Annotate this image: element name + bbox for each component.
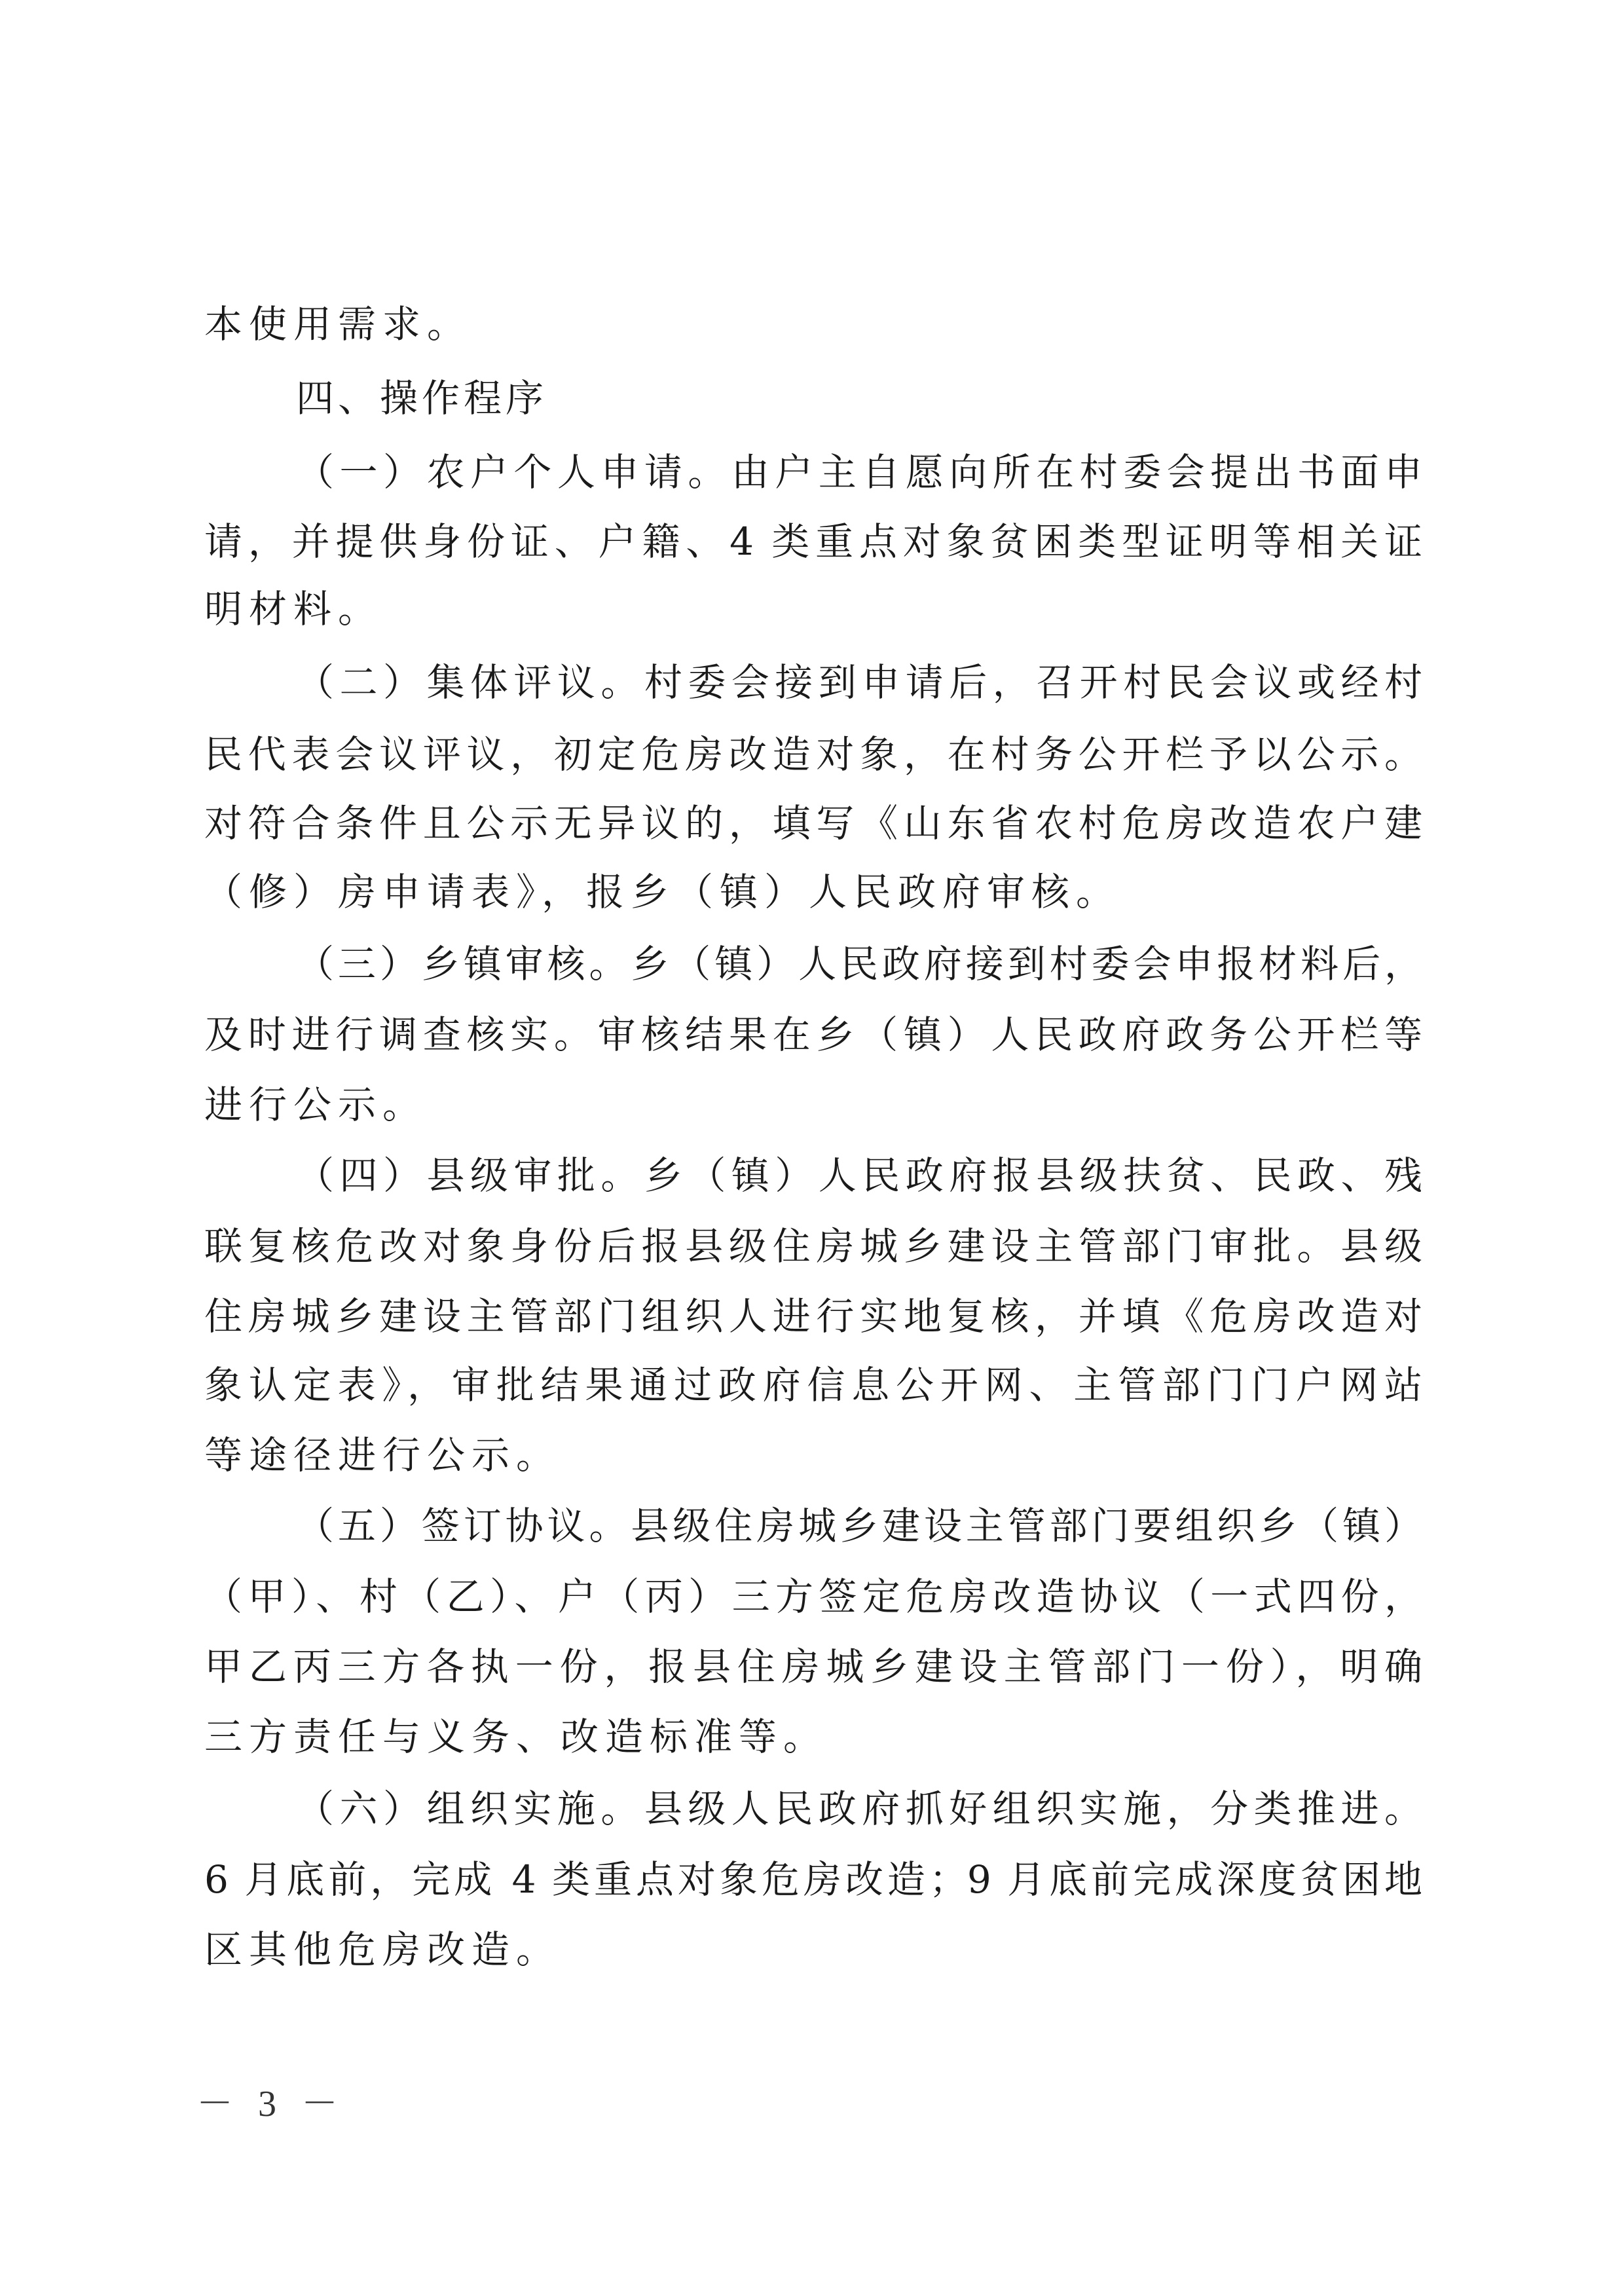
paragraph-line: 6 月底前，完成 4 类重点对象危房改造；9 月底前完成深度贫困地 [204,1857,1422,1902]
paragraph-line: 象认定表》，审批结果通过政府信息公开网、主管部门门户网站 [204,1363,1422,1407]
paragraph-line: 住房城乡建设主管部门组织人进行实地复核，并填《危房改造对 [204,1294,1422,1339]
paragraph-line: 及时进行调查核实。审核结果在乡（镇）人民政府政务公开栏等 [204,1012,1422,1057]
paragraph-line: （甲）、村（乙）、户（丙）三方签定危房改造协议（一式四份， [204,1574,1422,1619]
paragraph-line: 进行公示。 [204,1083,428,1127]
paragraph-line: 请，并提供身份证、户籍、4 类重点对象贫困类型证明等相关证 [204,519,1422,564]
paragraph-line: 联复核危改对象身份后报县级住房城乡建设主管部门审批。县级 [204,1224,1422,1268]
text-line: 本使用需求。 [204,302,472,346]
paragraph-line: 民代表会议评议，初定危房改造对象，在村务公开栏予以公示。 [204,732,1422,777]
paragraph-line: （六）组织实施。县级人民政府抓好组织实施，分类推进。 [296,1787,1422,1831]
paragraph-line: 三方责任与义务、改造标准等。 [204,1714,828,1759]
section-heading: 四、操作程序 [296,376,548,420]
paragraph-line: （五）签订协议。县级住房城乡建设主管部门要组织乡（镇） [296,1504,1422,1548]
paragraph-line: （四）县级审批。乡（镇）人民政府报县级扶贫、民政、残 [296,1153,1422,1198]
page-number: － 3 － [196,2084,346,2124]
paragraph-line: 对符合条件且公示无异议的，填写《山东省农村危房改造农户建 [204,801,1422,845]
paragraph-line: （三）乡镇审核。乡（镇）人民政府接到村委会申报材料后， [296,942,1422,986]
paragraph-line: （一）农户个人申请。由户主自愿向所在村委会提出书面申 [296,450,1422,494]
paragraph-line: （修）房申请表》，报乡（镇）人民政府审核。 [204,870,1121,914]
paragraph-line: 区其他危房改造。 [204,1927,561,1972]
paragraph-line: 等途径进行公示。 [204,1433,561,1477]
paragraph-line: 甲乙丙三方各执一份，报县住房城乡建设主管部门一份），明确 [204,1644,1422,1689]
paragraph-line: 明材料。 [204,587,383,631]
paragraph-line: （二）集体评议。村委会接到申请后，召开村民会议或经村 [296,660,1422,705]
